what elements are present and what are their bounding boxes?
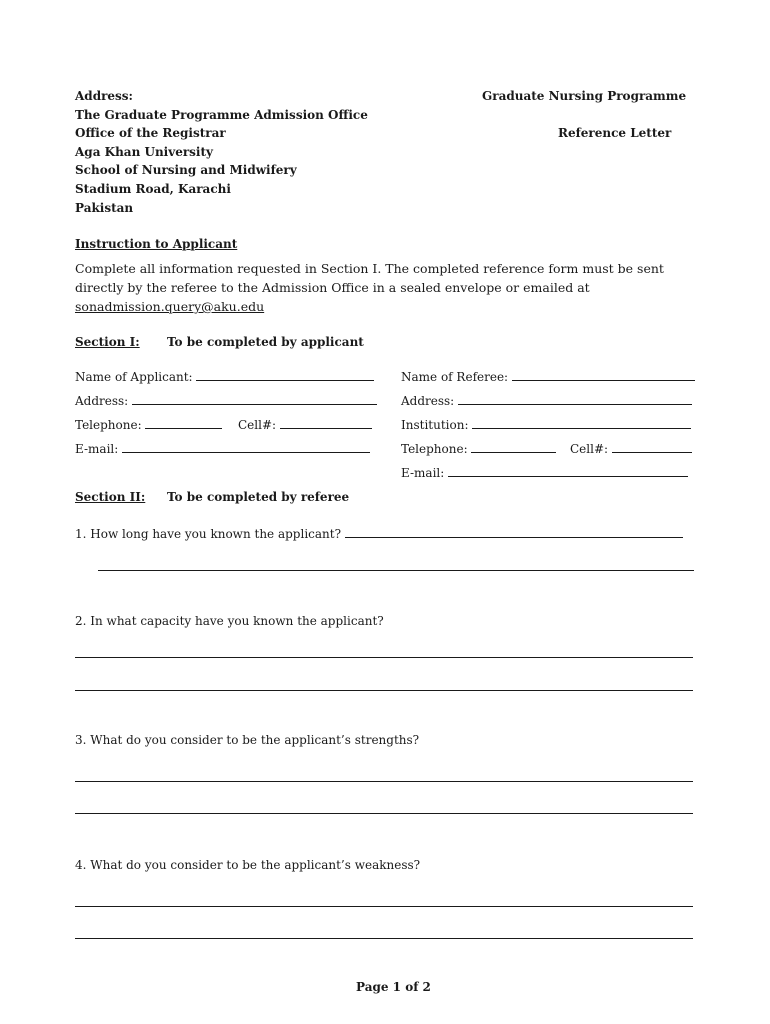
answer-2-line[interactable] <box>75 657 693 658</box>
answer-3-line[interactable] <box>75 781 693 782</box>
referee-cell-line[interactable] <box>612 441 692 453</box>
applicant-email-line[interactable] <box>122 441 370 453</box>
address-line: School of Nursing and Midwifery <box>75 163 297 177</box>
referee-institution-line[interactable] <box>472 417 691 429</box>
referee-institution-label: Institution: <box>401 418 469 432</box>
question-2-text: 2. In what capacity have you known the applicant? <box>75 614 384 628</box>
applicant-email-label: E-mail: <box>75 442 119 456</box>
programme-title: Graduate Nursing Programme <box>482 89 687 103</box>
instructions-heading: Instruction to Applicant <box>75 237 238 251</box>
applicant-email-field[interactable] <box>75 441 370 456</box>
answer-1-inline-line[interactable] <box>345 526 683 538</box>
referee-telephone-line[interactable] <box>471 441 556 453</box>
address-line: The Graduate Programme Admission Office <box>75 108 368 122</box>
applicant-name-line[interactable] <box>196 369 374 381</box>
referee-name-line[interactable] <box>512 369 695 381</box>
applicant-address-label: Address: <box>75 394 129 408</box>
referee-email-label: E-mail: <box>401 466 445 480</box>
applicant-cell-line[interactable] <box>280 417 372 429</box>
instructions-text <box>75 259 700 316</box>
page-number: Page 1 of 2 <box>356 980 431 994</box>
question-3-text: 3. What do you consider to be the applicant’s strengths? <box>75 733 420 747</box>
referee-email-field[interactable] <box>401 465 688 480</box>
answer-4-line[interactable] <box>75 938 693 939</box>
section2-subtitle: To be completed by referee <box>167 490 350 504</box>
applicant-telephone-field[interactable] <box>75 417 222 432</box>
document-type: Reference Letter <box>558 126 672 140</box>
contact-email-link[interactable]: sonadmission.query@aku.edu <box>75 299 265 314</box>
referee-email-line[interactable] <box>448 465 688 477</box>
answer-4-line[interactable] <box>75 906 693 907</box>
applicant-cell-label: Cell#: <box>238 418 277 432</box>
referee-name-field[interactable] <box>401 369 695 384</box>
referee-cell-label: Cell#: <box>570 442 609 456</box>
address-label: Address: <box>75 89 133 103</box>
referee-telephone-field[interactable] <box>401 441 556 456</box>
referee-address-field[interactable] <box>401 393 692 408</box>
section1-label: Section I: <box>75 335 140 349</box>
applicant-cell-field[interactable] <box>238 417 372 432</box>
address-line: Aga Khan University <box>75 145 213 159</box>
section2-label: Section II: <box>75 490 146 504</box>
referee-name-label: Name of Referee: <box>401 370 509 384</box>
referee-cell-field[interactable] <box>570 441 692 456</box>
applicant-name-field[interactable] <box>75 369 374 384</box>
answer-3-line[interactable] <box>75 813 693 814</box>
address-line: Stadium Road, Karachi <box>75 182 231 196</box>
applicant-address-field[interactable] <box>75 393 377 408</box>
instructions-body: Complete all information requested in Section I. The completed reference form must be sent directly by the referee to the Admission Office in a sealed envelope or emailed at <box>75 261 664 295</box>
applicant-telephone-label: Telephone: <box>75 418 142 432</box>
applicant-name-label: Name of Applicant: <box>75 370 193 384</box>
section1-subtitle: To be completed by applicant <box>167 335 364 349</box>
question-1-text: 1. How long have you known the applicant? <box>75 527 342 541</box>
address-line: Office of the Registrar <box>75 126 226 140</box>
applicant-address-line[interactable] <box>132 393 377 405</box>
referee-institution-field[interactable] <box>401 417 691 432</box>
referee-address-line[interactable] <box>458 393 692 405</box>
question-1 <box>75 526 683 541</box>
answer-1-line[interactable] <box>98 570 694 571</box>
answer-2-line[interactable] <box>75 690 693 691</box>
referee-address-label: Address: <box>401 394 455 408</box>
question-4-text: 4. What do you consider to be the applicant’s weakness? <box>75 858 421 872</box>
address-line: Pakistan <box>75 201 134 215</box>
applicant-telephone-line[interactable] <box>145 417 222 429</box>
referee-telephone-label: Telephone: <box>401 442 468 456</box>
